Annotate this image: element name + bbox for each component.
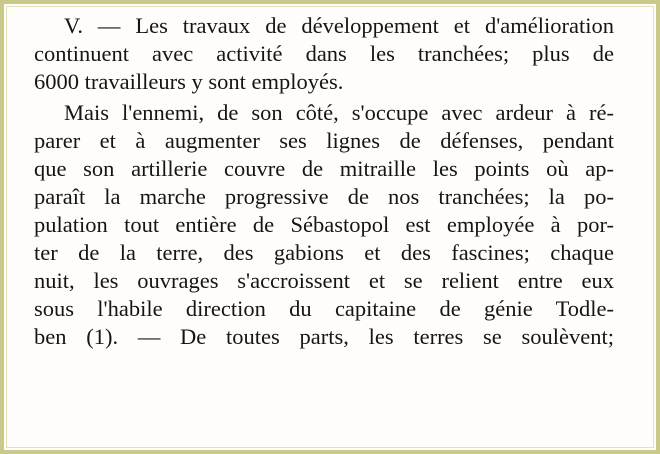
text-line: paraît la marche progressive de nos tranchées; la po- xyxy=(34,184,614,209)
text-line: ben (1). — De toutes parts, les terres se soulèvent; xyxy=(34,324,614,349)
text-line: sous l'habile direction du capitaine de génie Todle- xyxy=(34,296,614,321)
paragraph-1 xyxy=(34,12,614,96)
text-line: que son artillerie couvre de mitraille les points où ap- xyxy=(34,156,614,181)
body-text xyxy=(34,12,614,351)
text-line: continuent avec activité dans les tranchées; plus de xyxy=(34,41,614,66)
text-line: pulation tout entière de Sébastopol est employée à por- xyxy=(34,212,614,237)
text-line: nuit, les ouvrages s'accroissent et se relient entre eux xyxy=(34,268,614,293)
text-line: Mais l'ennemi, de son côté, s'occupe avec ardeur à ré- xyxy=(64,100,614,125)
text-line: ter de la terre, des gabions et des fascines; chaque xyxy=(34,240,614,265)
text-line: 6000 travailleurs y sont employés. xyxy=(34,69,344,94)
text-line: parer et à augmenter ses lignes de défenses, pendant xyxy=(34,128,614,153)
paragraph-2 xyxy=(34,99,614,351)
text-line: V. — Les travaux de développement et d'amélioration xyxy=(64,13,614,38)
